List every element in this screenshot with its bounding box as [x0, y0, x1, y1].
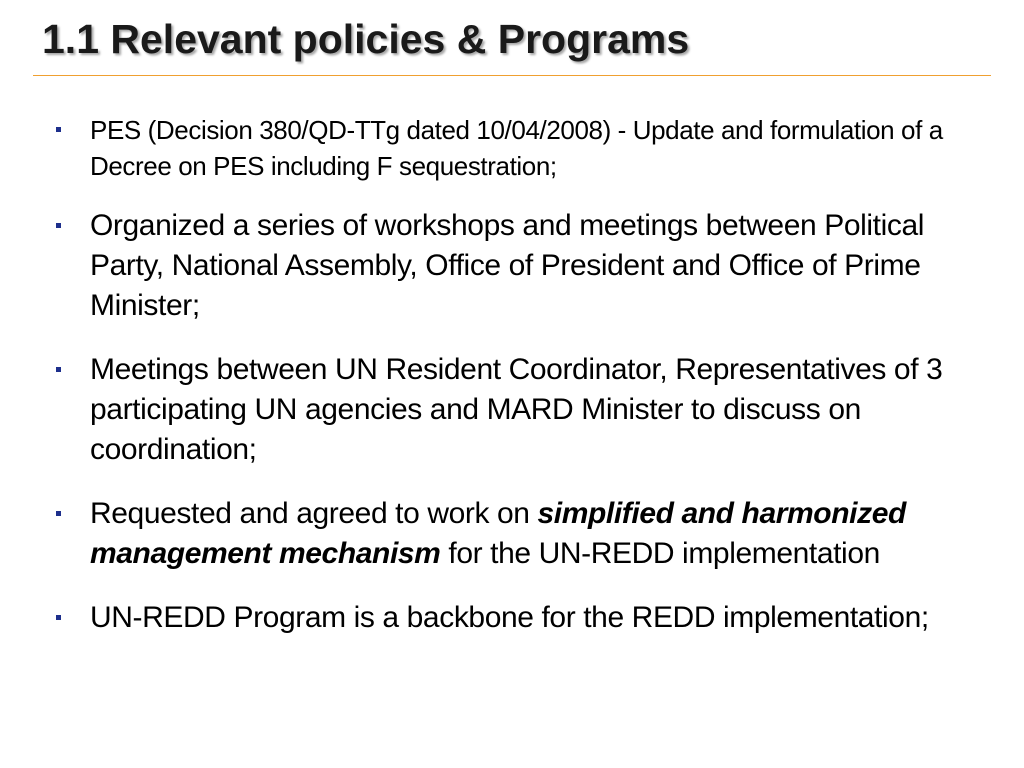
square-bullet-icon	[56, 367, 61, 372]
square-bullet-icon	[56, 223, 61, 228]
bullet-text-after: for the UN-REDD implementation	[440, 537, 880, 570]
bullet-text-emphasis: simplified and harmonized management mechanism	[90, 497, 906, 570]
bullet-text: UN-REDD Program is a backbone for the REDD implementation;	[90, 601, 929, 634]
bullet-text: Organized a series of workshops and meetings between Political Party, National Assembly, Office of President and Office of Prime Minister;	[90, 209, 924, 322]
slide-title: 1.1 Relevant policies & Programs	[42, 16, 690, 62]
square-bullet-icon	[56, 615, 61, 620]
bullet-item-requested	[56, 494, 976, 574]
bullet-item-backbone	[56, 598, 976, 638]
bullet-text: PES (Decision 380/QD-TTg dated 10/04/2008) - Update and formulation of a Decree on PES including F sequestration;	[90, 115, 943, 181]
bullet-item-pes	[56, 112, 976, 184]
bullet-item-workshops	[56, 206, 976, 326]
bullet-text-before: Requested and agreed to work on	[90, 497, 538, 530]
bullet-item-meetings	[56, 350, 976, 470]
bullet-list	[56, 112, 976, 662]
title-divider	[33, 75, 991, 76]
square-bullet-icon	[56, 127, 61, 132]
square-bullet-icon	[56, 511, 61, 516]
bullet-text: Meetings between UN Resident Coordinator, Representatives of 3 participating UN agencies and MARD Minister to discuss on coordination;	[90, 353, 943, 466]
